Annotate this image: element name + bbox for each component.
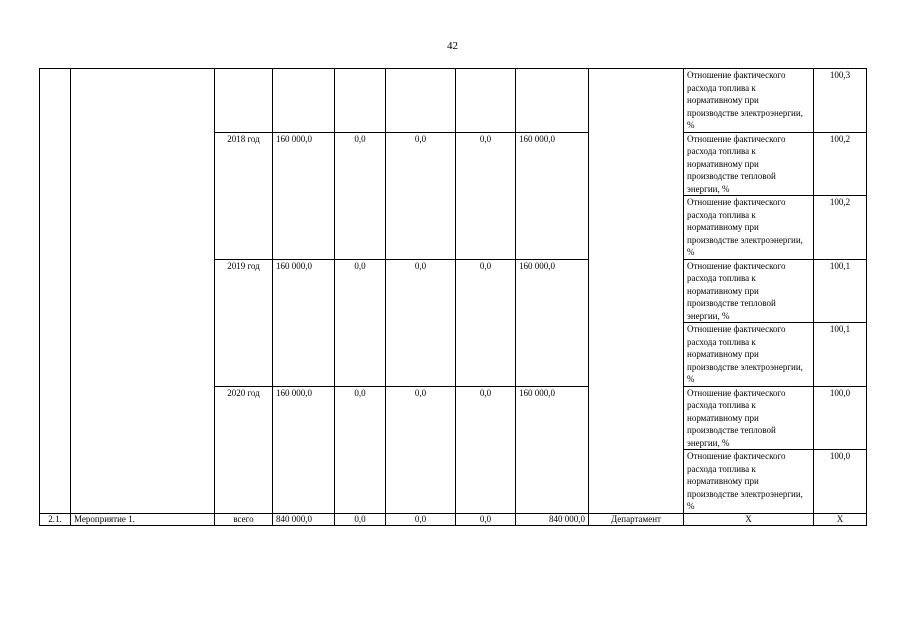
value-cell: 100,2 <box>814 196 867 260</box>
program-table <box>39 68 867 526</box>
page-number: 42 <box>447 40 458 52</box>
indicator-cell: Отношение фактического расхода топлива к нормативному при производстве электроэнергии, % <box>684 323 814 387</box>
value-cell: 100,1 <box>814 323 867 387</box>
total-cell: 160 000,0 <box>273 386 335 513</box>
year-cell: всего <box>215 513 273 525</box>
value-cell: X <box>814 513 867 525</box>
fund-cell: 0,0 <box>386 259 456 386</box>
fund-cell: 0,0 <box>335 132 386 259</box>
fund-cell: 0,0 <box>335 513 386 525</box>
value-cell: 100,2 <box>814 132 867 196</box>
fund-cell <box>335 69 386 133</box>
fund-cell: 160 000,0 <box>516 259 589 386</box>
indicator-cell: Отношение фактического расхода топлива к нормативному при производстве тепловой энергии, % <box>684 132 814 196</box>
row-number-cell <box>40 69 71 514</box>
year-cell: 2020 год <box>215 386 273 513</box>
total-cell: 840 000,0 <box>273 513 335 525</box>
year-cell: 2018 год <box>215 132 273 259</box>
value-cell: 100,0 <box>814 450 867 514</box>
fund-cell <box>516 69 589 133</box>
fund-cell: 0,0 <box>456 132 516 259</box>
indicator-cell: Отношение фактического расхода топлива к нормативному при производстве электроэнергии, % <box>684 450 814 514</box>
indicator-cell: X <box>684 513 814 525</box>
indicator-cell: Отношение фактического расхода топлива к нормативному при производстве электроэнергии, % <box>684 196 814 260</box>
year-cell: 2019 год <box>215 259 273 386</box>
row-name-cell <box>71 69 215 514</box>
value-cell: 100,0 <box>814 386 867 450</box>
executor-cell <box>589 69 684 514</box>
fund-cell: 0,0 <box>335 386 386 513</box>
indicator-cell: Отношение фактического расхода топлива к нормативному при производстве электроэнергии, % <box>684 69 814 133</box>
fund-cell: 0,0 <box>456 513 516 525</box>
fund-cell: 0,0 <box>386 132 456 259</box>
value-cell: 100,1 <box>814 259 867 323</box>
total-cell: 160 000,0 <box>273 132 335 259</box>
indicator-cell: Отношение фактического расхода топлива к нормативному при производстве тепловой энергии, % <box>684 259 814 323</box>
executor-cell: Департамент <box>589 513 684 525</box>
table-row <box>40 69 867 133</box>
total-cell <box>273 69 335 133</box>
fund-cell: 160 000,0 <box>516 386 589 513</box>
year-cell <box>215 69 273 133</box>
fund-cell: 0,0 <box>456 259 516 386</box>
fund-cell: 840 000,0 <box>516 513 589 525</box>
fund-cell <box>456 69 516 133</box>
row-name-cell: Мероприятие 1. <box>71 513 215 525</box>
fund-cell: 0,0 <box>386 386 456 513</box>
fund-cell <box>386 69 456 133</box>
total-cell: 160 000,0 <box>273 259 335 386</box>
value-cell: 100,3 <box>814 69 867 133</box>
table-row <box>40 513 867 525</box>
row-number-cell: 2.1. <box>40 513 71 525</box>
fund-cell: 0,0 <box>456 386 516 513</box>
indicator-cell: Отношение фактического расхода топлива к нормативному при производстве тепловой энергии, % <box>684 386 814 450</box>
fund-cell: 160 000,0 <box>516 132 589 259</box>
fund-cell: 0,0 <box>386 513 456 525</box>
fund-cell: 0,0 <box>335 259 386 386</box>
